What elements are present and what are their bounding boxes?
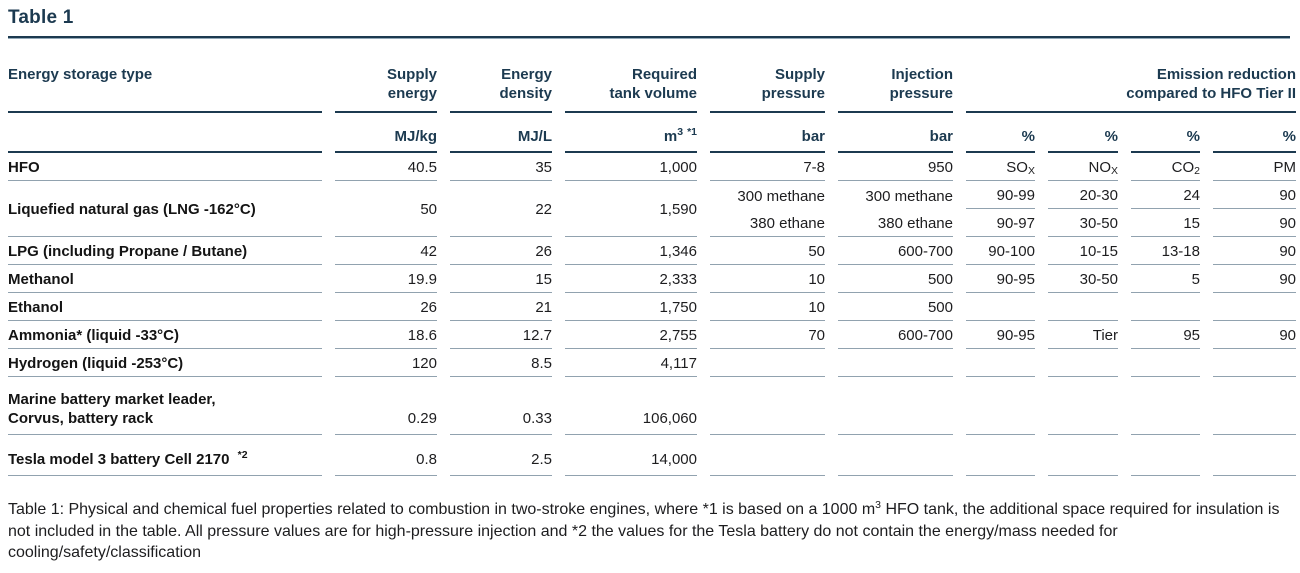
unit-tank-volume: $m^3$ $^{*1}$ xyxy=(565,113,697,153)
pm-label: PM xyxy=(1213,153,1296,181)
col-header-emission-reduction: Emission reduction compared to HFO Tier II xyxy=(966,65,1296,113)
unit-pm-percent: % xyxy=(1213,113,1296,153)
header-row-titles xyxy=(8,65,1296,113)
unit-injection-pressure: bar xyxy=(838,113,953,153)
unit-empty xyxy=(8,113,322,153)
table-row-tesla-battery: Tesla model 3 battery Cell 2170 $^{*2}$ 0.8 2.5 14,000 xyxy=(8,435,1296,476)
table-row-ethanol: Ethanol 26 21 1,750 10 500 xyxy=(8,293,1296,321)
corvus-name: Marine battery market leader, Corvus, battery rack xyxy=(8,377,322,435)
unit-supply-energy: MJ/kg xyxy=(335,113,437,153)
unit-co2-percent: % xyxy=(1131,113,1200,153)
sox-label: $SO_X$ xyxy=(966,153,1035,181)
col-header-supply-pressure: Supply pressure xyxy=(710,65,825,113)
unit-energy-density: MJ/L xyxy=(450,113,552,153)
unit-nox-percent: % xyxy=(1048,113,1118,153)
table-row-lng-methane: Liquefied natural gas (LNG -162°C) 50 22 1,590 300 methane 300 methane 90-99 20-30 24 90 xyxy=(8,181,1296,209)
table-row-hydrogen: Hydrogen (liquid -253°C) 120 8.5 4,117 xyxy=(8,349,1296,377)
table-row-corvus-battery: Marine battery market leader, Corvus, battery rack 0.29 0.33 106,060 xyxy=(8,377,1296,435)
title-rule xyxy=(8,36,1290,39)
nox-label: $NO_X$ xyxy=(1048,153,1118,181)
col-header-tank-volume: Required tank volume xyxy=(565,65,697,113)
unit-supply-pressure: bar xyxy=(710,113,825,153)
col-header-energy-density: Energy density xyxy=(450,65,552,113)
table-caption: Table 1: Physical and chemical fuel properties related to combustion in two-stroke engines, where *1 is based on a 1000 $m^3$ HFO tank, the additional space required for insulation is not included in the table. All pressure values are for high-pressure injection and *2 the values for the Tesla battery do not contain the energy/mass needed for cooling/safety/classification xyxy=(8,499,1280,561)
tesla-name: Tesla model 3 battery Cell 2170 $^{*2}$ xyxy=(8,435,322,476)
col-header-supply-energy: Supply energy xyxy=(335,65,437,113)
header-row-units xyxy=(8,113,1296,153)
col-header-energy-storage-type: Energy storage type xyxy=(8,65,322,113)
table-container xyxy=(0,65,1300,476)
fuel-properties-table xyxy=(0,65,1300,476)
co2-label: $CO_2$ xyxy=(1131,153,1200,181)
table-row-ammonia: Ammonia* (liquid -33°C) 18.6 12.7 2,755 70 600-700 90-95 Tier 95 90 xyxy=(8,321,1296,349)
table-row-lng-ethane: 380 ethane 380 ethane 90-97 30-50 15 90 xyxy=(8,209,1296,237)
table-title: Table 1 xyxy=(8,7,74,28)
col-header-injection-pressure: Injection pressure xyxy=(838,65,953,113)
table-row-lpg: LPG (including Propane / Butane) 42 26 1,346 50 600-700 90-100 10-15 13-18 90 xyxy=(8,237,1296,265)
table-row-hfo: HFO 40.5 35 1,000 7-8 950 $SO_X$ $NO_X$ $CO_2$ PM xyxy=(8,153,1296,181)
table-row-methanol: Methanol 19.9 15 2,333 10 500 90-95 30-50 5 90 xyxy=(8,265,1296,293)
unit-sox-percent: % xyxy=(966,113,1035,153)
